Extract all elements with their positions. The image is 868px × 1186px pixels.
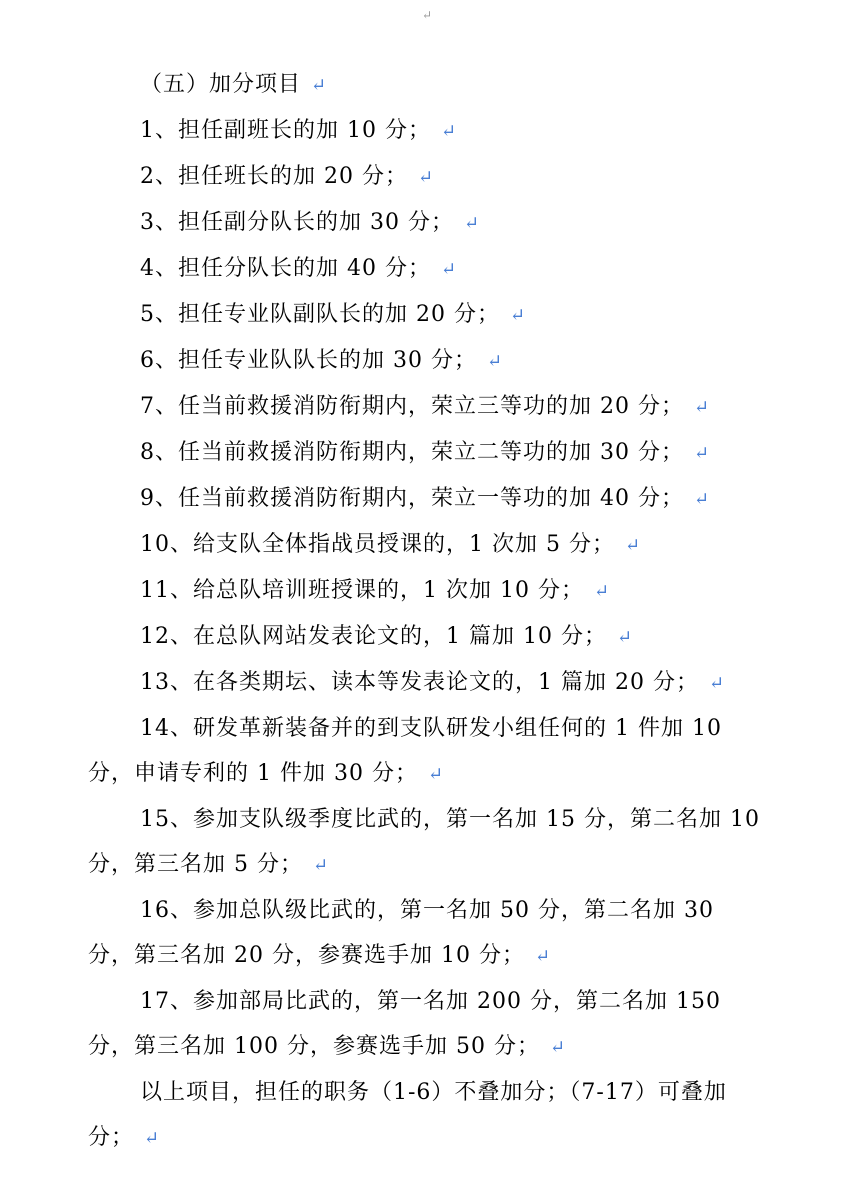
paragraph-mark: ↵: [144, 1128, 161, 1149]
paragraph-mark: ↵: [534, 946, 552, 967]
list-item: 2、担任班长的加 20 分； ↵: [140, 164, 435, 189]
list-item: 3、担任副分队长的加 30 分； ↵: [140, 210, 481, 235]
list-item: 14、研发革新装备并的到支队研发小组任何的 1 件加 10 分，申请专利的 1 件加 30 分； ↵: [88, 716, 722, 786]
paragraph-mark: ↵: [463, 213, 481, 234]
paragraph-mark: ↵: [486, 351, 504, 372]
paragraph-mark: ↵: [693, 489, 711, 510]
paragraph-mark: ↵: [693, 443, 711, 464]
top-paragraph-mark: ↵: [422, 8, 433, 22]
list-item: 9、任当前救援消防衔期内，荣立一等功的加 40 分； ↵: [140, 486, 711, 511]
list-item: 15、参加支队级季度比武的，第一名加 15 分，第二名加 10 分，第三名加 5 分； ↵: [88, 807, 760, 877]
list-item: 12、在总队网站发表论文的，1 篇加 10 分； ↵: [140, 624, 634, 649]
paragraph-mark: ↵: [549, 1037, 567, 1058]
list-item: 7、任当前救援消防衔期内，荣立三等功的加 20 分； ↵: [140, 394, 711, 419]
paragraph-mark: ↵: [427, 764, 445, 785]
list-item: 16、参加总队级比武的，第一名加 50 分，第二名加 30 分，第三名加 20 分，参赛选手加 10 分； ↵: [88, 898, 714, 968]
paragraph-mark: ↵: [708, 673, 726, 694]
paragraph-mark: ↵: [616, 627, 634, 648]
paragraph-mark: ↵: [417, 167, 435, 188]
paragraph-mark: ↵: [312, 855, 330, 876]
section-heading: （五）加分项目 ↵: [140, 72, 328, 97]
list-item: 13、在各类期坛、读本等发表论文的，1 篇加 20 分； ↵: [140, 670, 726, 695]
paragraph-mark: ↵: [593, 581, 611, 602]
paragraph-mark: ↵: [693, 397, 711, 418]
closing-note: 以上项目，担任的职务（1-6）不叠加分；（7-17）可叠加分； ↵: [88, 1080, 727, 1150]
list-item: 1、担任副班长的加 10 分； ↵: [140, 118, 458, 143]
list-item: 6、担任专业队队长的加 30 分； ↵: [140, 348, 504, 373]
paragraph-mark: ↵: [440, 121, 458, 142]
list-item: 10、给支队全体指战员授课的，1 次加 5 分； ↵: [140, 532, 642, 557]
paragraph-mark: ↵: [624, 535, 642, 556]
list-item: 11、给总队培训班授课的，1 次加 10 分； ↵: [140, 578, 611, 603]
paragraph-mark: ↵: [311, 75, 328, 96]
paragraph-mark: ↵: [509, 305, 527, 326]
list-item: 4、担任分队长的加 40 分； ↵: [140, 256, 458, 281]
list-item: 17、参加部局比武的，第一名加 200 分，第二名加 150 分，第三名加 100 分，参赛选手加 50 分； ↵: [88, 989, 721, 1059]
paragraph-mark: ↵: [440, 259, 458, 280]
list-item: 5、担任专业队副队长的加 20 分； ↵: [140, 302, 527, 327]
list-item: 8、任当前救援消防衔期内，荣立二等功的加 30 分； ↵: [140, 440, 711, 465]
document-body: [88, 62, 760, 1161]
